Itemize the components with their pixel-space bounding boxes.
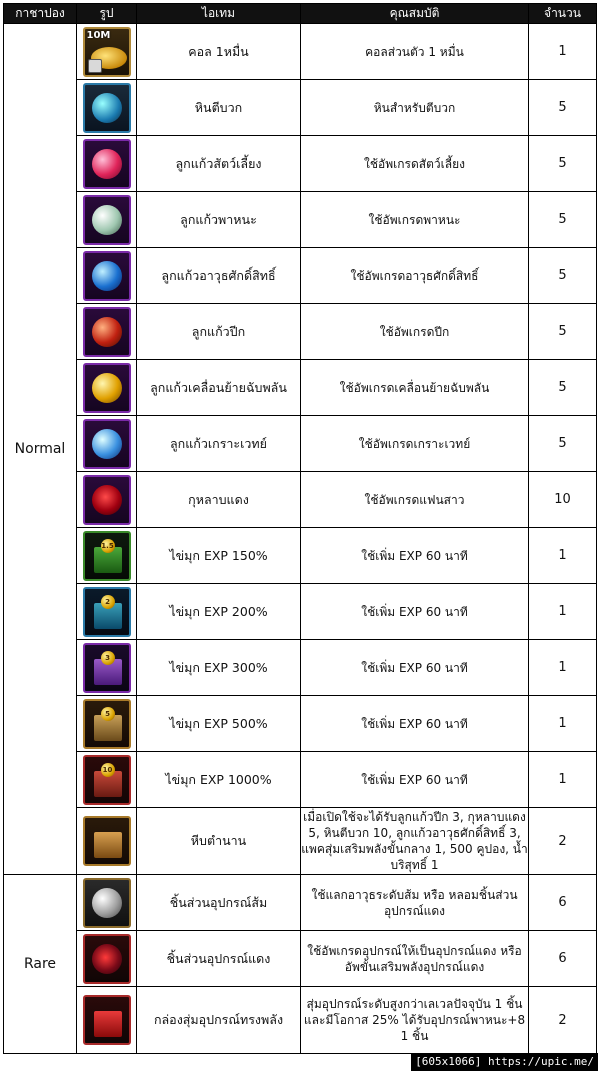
header-quantity: จำนวน — [529, 4, 597, 24]
purple-exp-box-icon — [83, 643, 131, 693]
box-shape — [94, 709, 122, 741]
item-quantity: 6 — [529, 875, 597, 931]
item-name: ไข่มุก EXP 1000% — [137, 752, 301, 808]
item-badge: 1.5 — [101, 539, 115, 553]
red-armor-piece-icon — [83, 934, 131, 984]
item-name: หีบตำนาน — [137, 808, 301, 875]
enhance-stone-icon — [83, 83, 131, 133]
item-name: ชิ้นส่วนอุปกรณ์แดง — [137, 931, 301, 987]
item-name: คอล 1หมื่น — [137, 24, 301, 80]
table-row — [4, 416, 597, 472]
item-quantity: 1 — [529, 584, 597, 640]
item-quantity: 1 — [529, 752, 597, 808]
item-property: สุ่มอุปกรณ์ระดับสูงกว่าเลเวลปัจจุบัน 1 ชิ้น และมีโอกาส 25% ได้รับอุปกรณ์พาหนะ+8 1 ชิ้น — [301, 987, 529, 1054]
box-shape — [94, 765, 122, 797]
box-shape — [94, 653, 122, 685]
pale-orb-icon — [83, 195, 131, 245]
red-exp-box-icon — [83, 755, 131, 805]
orb-shape — [92, 261, 122, 291]
item-quantity: 1 — [529, 640, 597, 696]
item-property: ใช้อัพเกรดพาหนะ — [301, 192, 529, 248]
table-row — [4, 136, 597, 192]
item-property: ใช้แลกอาวุธระดับส้ม หรือ หลอมชิ้นส่วนอุปกรณ์แดง — [301, 875, 529, 931]
item-name: กุหลาบแดง — [137, 472, 301, 528]
green-exp-box-icon — [83, 531, 131, 581]
item-name: ลูกแก้วพาหนะ — [137, 192, 301, 248]
table-row — [4, 752, 597, 808]
category-rare: Rare — [4, 875, 77, 1054]
item-property: ใช้อัพเกรดอาวุธศักดิ์สิทธิ์ — [301, 248, 529, 304]
item-picture — [77, 752, 137, 808]
orb-shape — [92, 93, 122, 123]
ice-orb-icon — [83, 419, 131, 469]
gold-exp-box-icon — [83, 699, 131, 749]
item-name: ลูกแก้วอาวุธศักดิ์สิทธิ์ — [137, 248, 301, 304]
table-row — [4, 931, 597, 987]
item-badge: 10 — [101, 763, 115, 777]
table-row — [4, 80, 597, 136]
header-category: กาชาปอง — [4, 4, 77, 24]
item-badge: 2 — [101, 595, 115, 609]
item-property: ใช้เพิ่ม EXP 60 นาที — [301, 696, 529, 752]
item-quantity: 10 — [529, 472, 597, 528]
item-picture — [77, 80, 137, 136]
table-row — [4, 640, 597, 696]
table-row — [4, 360, 597, 416]
gift-box-icon — [83, 995, 131, 1045]
item-badge: 10M — [86, 29, 111, 41]
item-picture — [77, 136, 137, 192]
item-name: ลูกแก้วเคลื่อนย้ายฉับพลัน — [137, 360, 301, 416]
item-quantity: 5 — [529, 80, 597, 136]
item-picture — [77, 24, 137, 80]
box-shape — [94, 597, 122, 629]
item-quantity: 2 — [529, 987, 597, 1054]
silver-armor-piece-icon — [83, 878, 131, 928]
item-name: ลูกแก้วปีก — [137, 304, 301, 360]
table-row — [4, 987, 597, 1054]
blue-exp-box-icon — [83, 587, 131, 637]
table-row — [4, 696, 597, 752]
wing-orb-icon — [83, 307, 131, 357]
blue-orb-icon — [83, 251, 131, 301]
item-picture — [77, 248, 137, 304]
table-row — [4, 472, 597, 528]
item-property: ใช้เพิ่ม EXP 60 นาที — [301, 640, 529, 696]
box-shape — [94, 1011, 122, 1037]
item-quantity: 5 — [529, 416, 597, 472]
item-badge: 5 — [101, 707, 115, 721]
item-property: ใช้อัพเกรดเกราะเวทย์ — [301, 416, 529, 472]
table-row — [4, 248, 597, 304]
item-picture — [77, 696, 137, 752]
item-picture — [77, 875, 137, 931]
item-property: ใช้อัพเกรดปีก — [301, 304, 529, 360]
box-shape — [94, 541, 122, 573]
red-rose-icon — [83, 475, 131, 525]
item-property: ใช้อัพเกรดสัตว์เลี้ยง — [301, 136, 529, 192]
item-picture — [77, 360, 137, 416]
item-quantity: 5 — [529, 136, 597, 192]
item-quantity: 5 — [529, 304, 597, 360]
category-normal: Normal — [4, 24, 77, 875]
item-property: ใช้อัพเกรดแฟนสาว — [301, 472, 529, 528]
coin-bag-icon — [83, 27, 131, 77]
item-quantity: 2 — [529, 808, 597, 875]
item-name: ไข่มุก EXP 200% — [137, 584, 301, 640]
box-shape — [94, 832, 122, 858]
item-picture — [77, 192, 137, 248]
item-property: ใช้อัพเกรดอุปกรณ์ให้เป็นอุปกรณ์แดง หรืออัพขั้นเสริมพลังอุปกรณ์แดง — [301, 931, 529, 987]
item-quantity: 5 — [529, 360, 597, 416]
item-name: ไข่มุก EXP 500% — [137, 696, 301, 752]
orb-shape — [92, 429, 122, 459]
item-quantity: 1 — [529, 24, 597, 80]
item-property: ใช้เพิ่ม EXP 60 นาที — [301, 584, 529, 640]
item-name: ชิ้นส่วนอุปกรณ์ส้ม — [137, 875, 301, 931]
orb-shape — [92, 944, 122, 974]
item-quantity: 5 — [529, 248, 597, 304]
table-row — [4, 24, 597, 80]
legend-chest-icon — [83, 816, 131, 866]
item-property: ใช้เพิ่ม EXP 60 นาที — [301, 528, 529, 584]
orb-shape — [92, 373, 122, 403]
table-row — [4, 192, 597, 248]
pink-gem-icon — [83, 139, 131, 189]
header-row — [4, 4, 597, 24]
table-row — [4, 528, 597, 584]
item-name: ไข่มุก EXP 300% — [137, 640, 301, 696]
header-picture: รูป — [77, 4, 137, 24]
item-picture — [77, 808, 137, 875]
item-picture — [77, 584, 137, 640]
table-row — [4, 584, 597, 640]
item-name: ลูกแก้วเกราะเวทย์ — [137, 416, 301, 472]
table-row — [4, 808, 597, 875]
item-quantity: 5 — [529, 192, 597, 248]
item-quantity: 1 — [529, 528, 597, 584]
table-row — [4, 304, 597, 360]
gold-gem-icon — [83, 363, 131, 413]
watermark: [605x1066] https://upic.me/ — [411, 1053, 598, 1071]
orb-shape — [92, 485, 122, 515]
item-picture — [77, 987, 137, 1054]
item-property: คอลส่วนตัว 1 หมื่น — [301, 24, 529, 80]
item-badge: 3 — [101, 651, 115, 665]
item-property: หินสำหรับตีบวก — [301, 80, 529, 136]
item-quantity: 1 — [529, 696, 597, 752]
orb-shape — [92, 317, 122, 347]
item-picture — [77, 528, 137, 584]
lock-icon — [88, 59, 102, 73]
table-row — [4, 875, 597, 931]
item-picture — [77, 304, 137, 360]
item-picture — [77, 472, 137, 528]
item-name: หินตีบวก — [137, 80, 301, 136]
orb-shape — [92, 205, 122, 235]
orb-shape — [92, 149, 122, 179]
item-property: ใช้เพิ่ม EXP 60 นาที — [301, 752, 529, 808]
item-name: ลูกแก้วสัตว์เลี้ยง — [137, 136, 301, 192]
header-property: คุณสมบัติ — [301, 4, 529, 24]
item-quantity: 6 — [529, 931, 597, 987]
item-property: ใช้อัพเกรดเคลื่อนย้ายฉับพลัน — [301, 360, 529, 416]
orb-shape — [92, 888, 122, 918]
item-picture — [77, 931, 137, 987]
header-item: ไอเทม — [137, 4, 301, 24]
gacha-items-table — [3, 3, 597, 1054]
item-property: เมื่อเปิดใช้จะได้รับลูกแก้วปีก 3, กุหลาบแดง 5, หินตีบวก 10, ลูกแก้วอาวุธศักดิ์สิทธิ์ 3, แพคสุ่มเสริมพลังขั้นกลาง 1, 500 คูปอง, น้ำบริสุทธิ์ 1 — [301, 808, 529, 875]
item-name: กล่องสุ่มอุปกรณ์ทรงพลัง — [137, 987, 301, 1054]
item-picture — [77, 640, 137, 696]
item-picture — [77, 416, 137, 472]
item-name: ไข่มุก EXP 150% — [137, 528, 301, 584]
